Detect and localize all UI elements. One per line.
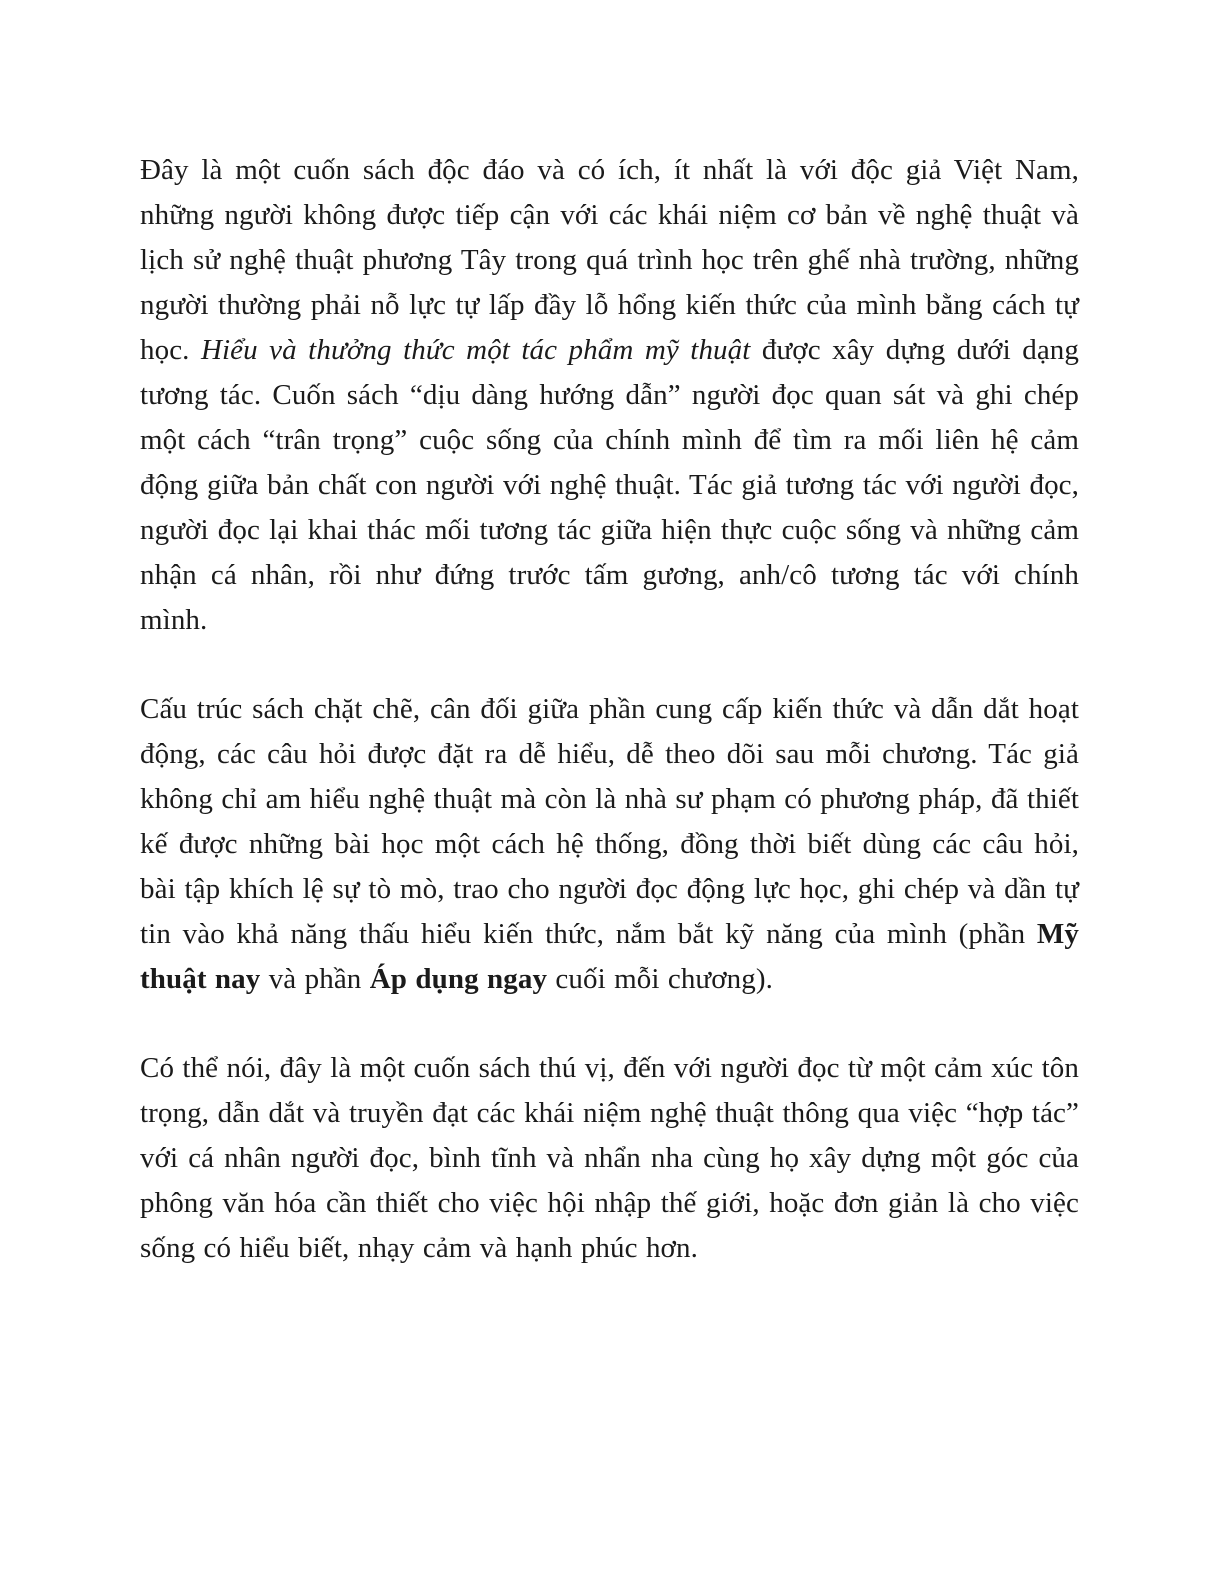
text-run: Có thể nói, đây là một cuốn sách thú vị, đến với người đọc từ một cảm xúc tôn trọng, dẫn dắt và truyền đạt các khái niệm nghệ thuật thông qua việc “hợp tác” với cá nhân người đọc, bình tĩnh và nhẩn nha cùng họ xây dựng một góc của phông văn hóa cần thiết cho việc hội nhập thế giới, hoặc đơn giản là cho việc sống có hiểu biết, nhạy cảm và hạnh phúc hơn. xyxy=(140,1052,1079,1264)
text-run: và phần xyxy=(260,963,370,995)
paragraph xyxy=(140,687,1079,1002)
paragraph xyxy=(140,148,1079,643)
text-run: cuối mỗi chương). xyxy=(547,963,773,995)
text-run: Đây là một cuốn sách độc đáo và có ích, ít nhất là với độc giả Việt Nam, những người không được tiếp cận với các khái niệm cơ bản về nghệ thuật và lịch sử nghệ thuật phương Tây trong quá trình học trên ghế nhà trường, những người thường phải nỗ lực tự lấp đầy lỗ hổng kiến thức của mình bằng cách tự học. xyxy=(140,154,1079,366)
page-text xyxy=(140,148,1079,1271)
text-run: được xây dựng dưới dạng tương tác. Cuốn sách “dịu dàng hướng dẫn” người đọc quan sát và ghi chép một cách “trân trọng” cuộc sống của chính mình để tìm ra mối liên hệ cảm động giữa bản chất con người với nghệ thuật. Tác giả tương tác với người đọc, người đọc lại khai thác mối tương tác giữa hiện thực cuộc sống và những cảm nhận cá nhân, rồi như đứng trước tấm gương, anh/cô tương tác với chính mình. xyxy=(140,334,1079,636)
text-run: Mỹ thuật nay xyxy=(140,918,1079,995)
text-run: Hiểu và thưởng thức một tác phẩm mỹ thuật xyxy=(200,334,751,366)
paragraph xyxy=(140,1046,1079,1271)
text-run: Áp dụng ngay xyxy=(369,963,548,995)
text-run: Cấu trúc sách chặt chẽ, cân đối giữa phần cung cấp kiến thức và dẫn dắt hoạt động, các câu hỏi được đặt ra dễ hiểu, dễ theo dõi sau mỗi chương. Tác giả không chỉ am hiểu nghệ thuật mà còn là nhà sư phạm có phương pháp, đã thiết kế được những bài học một cách hệ thống, đồng thời biết dùng các câu hỏi, bài tập khích lệ sự tò mò, trao cho người đọc động lực học, ghi chép và dần tự tin vào khả năng thấu hiểu kiến thức, nắm bắt kỹ năng của mình (phần xyxy=(140,693,1079,950)
